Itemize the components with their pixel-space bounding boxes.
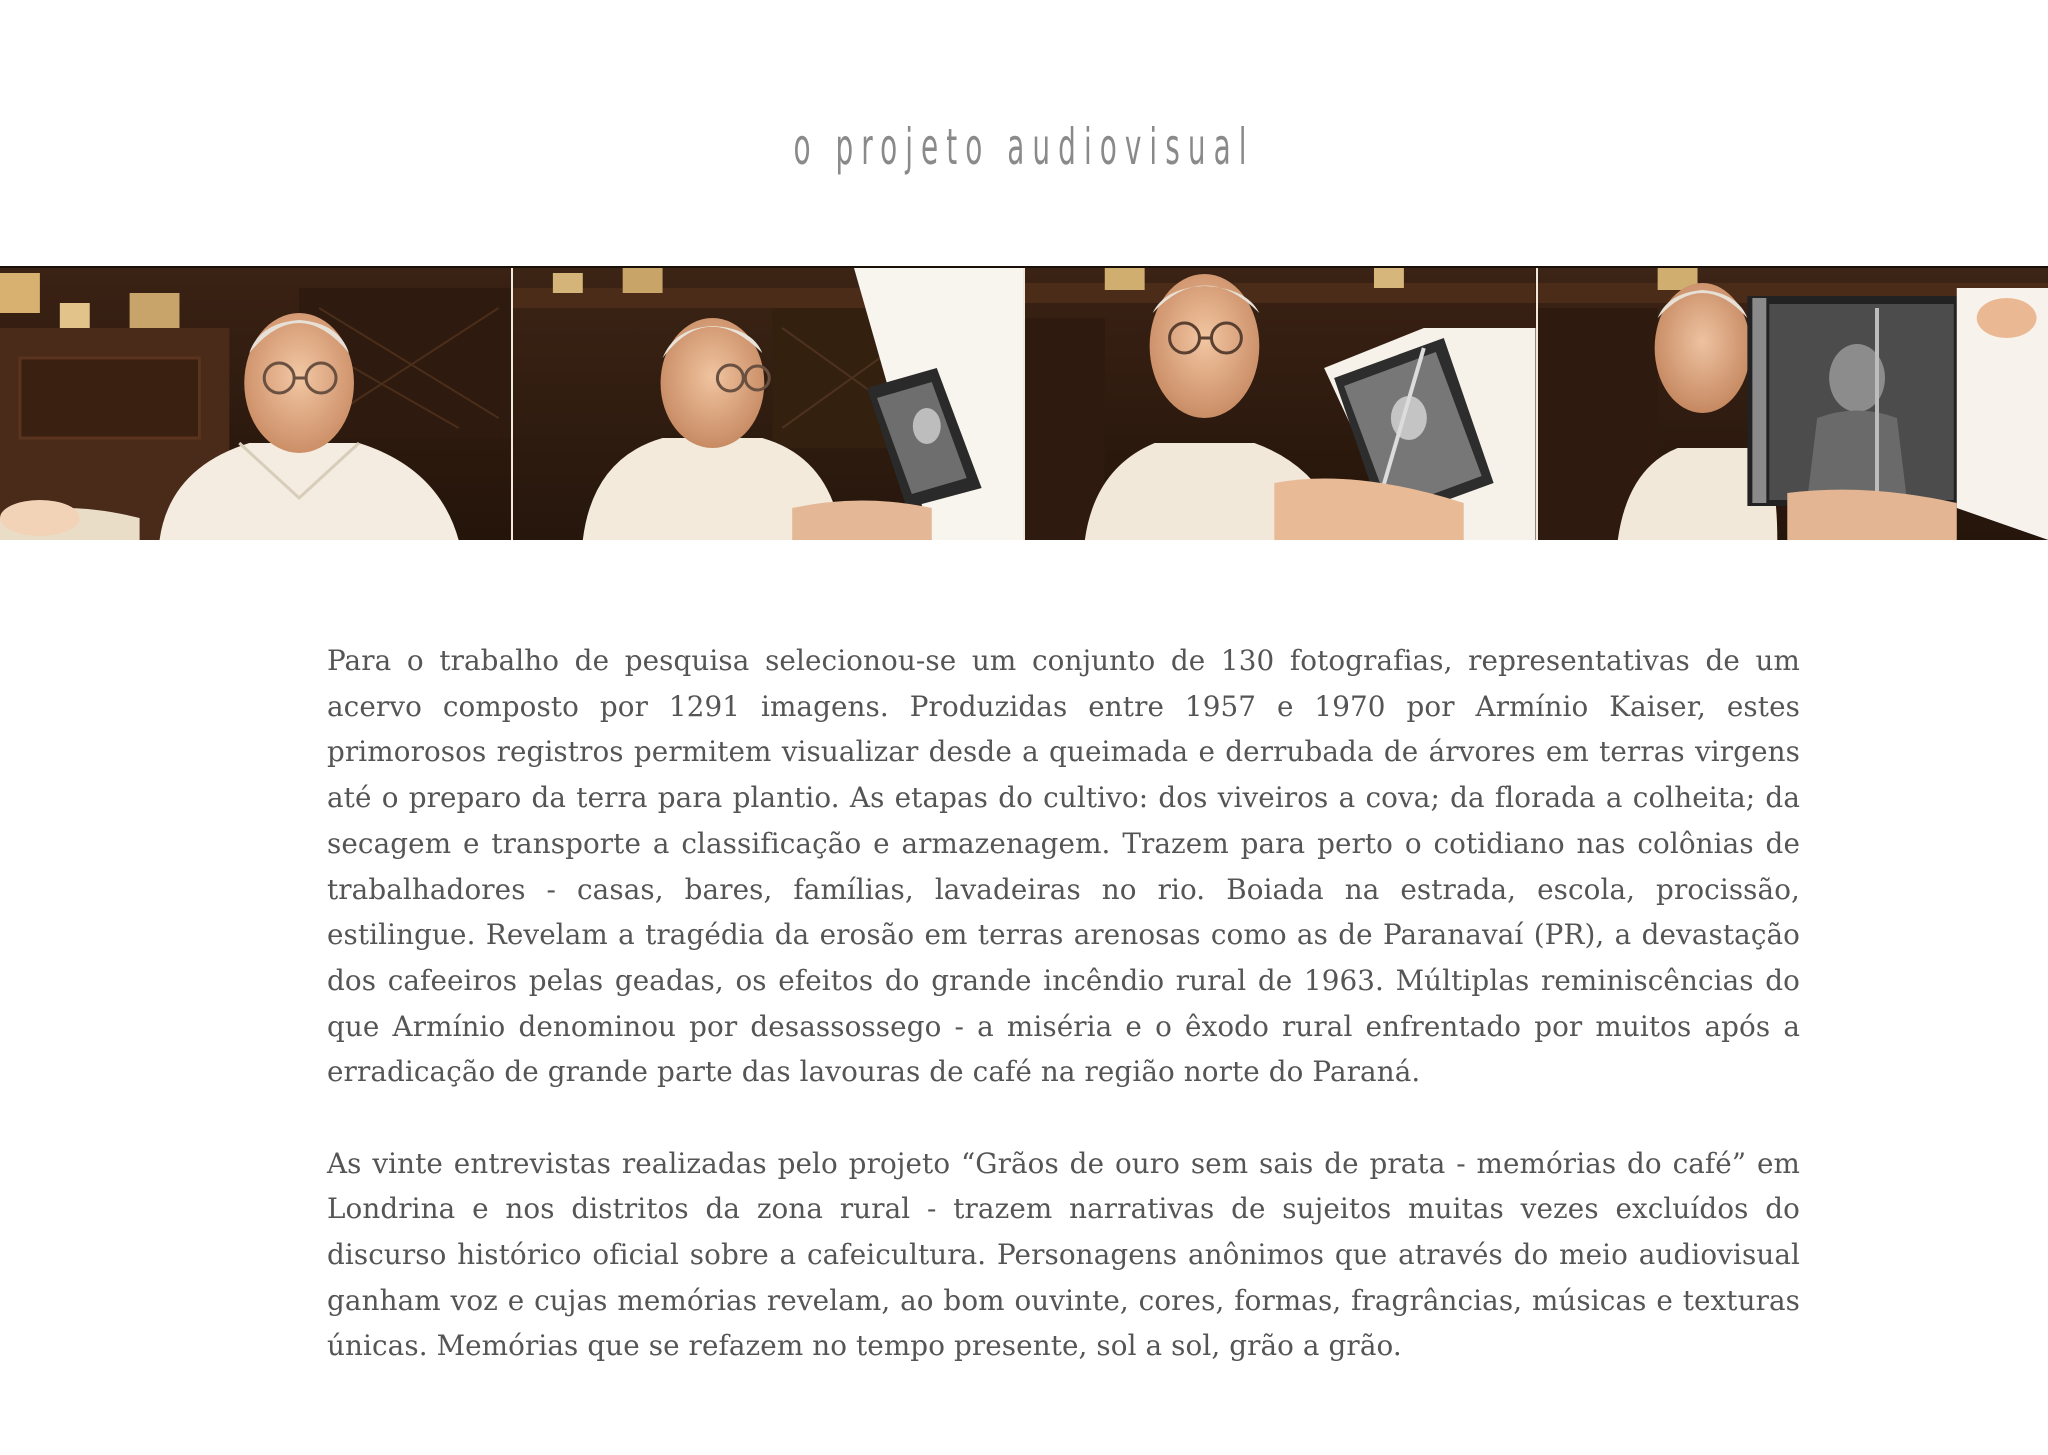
paragraph-2: As vinte entrevistas realizadas pelo projeto “Grãos de ouro sem sais de prata - memórias do café” em Londrina e nos distritos da zona rural - trazem narrativas de sujeitos muitas vezes excluídos do discurso histórico oficial sobre a cafeicultura. Personagens anônimos que através do meio audiovisual ganham voz e cujas memórias revelam, ao bom ouvinte, cores, formas, fragrâncias, músicas e texturas únicas. Memórias que se refazem no tempo presente, sol a sol, grão a grão.	[327, 1146, 1800, 1363]
interview-frame-4-icon	[1538, 268, 2048, 540]
interview-frame-2	[513, 268, 1026, 540]
interview-frame-3-icon	[1025, 268, 1536, 540]
interview-frame-1	[0, 268, 513, 540]
interview-frame-2-icon	[513, 268, 1024, 540]
film-strip	[0, 266, 2048, 540]
page-title: o projeto audiovisual	[793, 118, 1255, 176]
interview-frame-3	[1025, 268, 1538, 540]
body-text	[327, 638, 1800, 1415]
interview-frame-1-icon	[0, 268, 511, 540]
paragraph-1: Para o trabalho de pesquisa selecionou-se um conjunto de 130 fotografias, representativas de um acervo composto por 1291 imagens. Produzidas entre 1957 e 1970 por Armínio Kaiser, estes primorosos registros permitem visualizar desde a queimada e derrubada de árvores em terras virgens até o preparo da terra para plantio. As etapas do cultivo: dos viveiros a cova; da florada a colheita; da secagem e transporte a classificação e armazenagem. Trazem para perto o cotidiano nas colônias de trabalhadores - casas, bares, famílias, lavadeiras no rio. Boiada na estrada, escola, procissão, estilingue. Revelam a tragédia da erosão em terras arenosas como as de Paranavaí (PR), a devastação dos cafeeiros pelas geadas, os efeitos do grande incêndio rural de 1963. Múltiplas reminiscências do que Armínio denominou por desassossego - a miséria e o êxodo rural enfrentado por muitos após a erradicação de grande parte das lavouras de café na região norte do Paraná.	[327, 644, 1800, 1089]
interview-frame-4	[1538, 268, 2048, 540]
